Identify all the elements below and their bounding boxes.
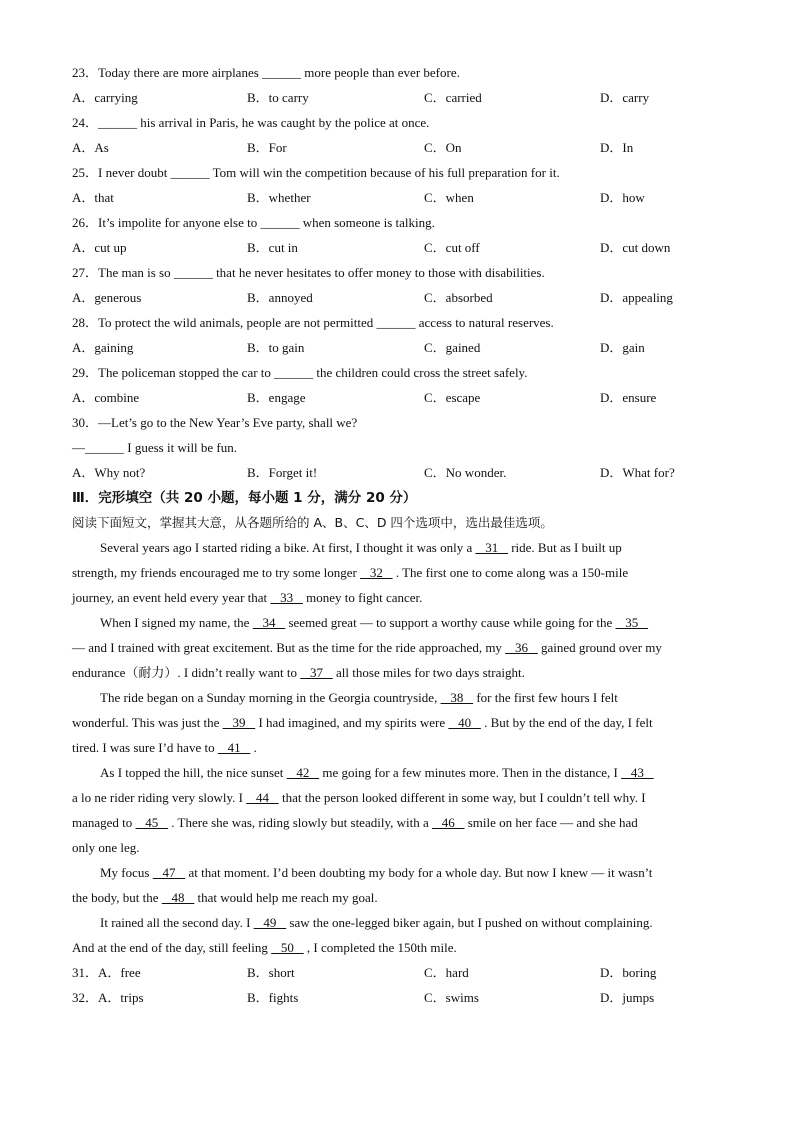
question-stem: 30．—Let’s go to the New Year’s Eve party, shall we? — [72, 415, 358, 430]
answer-option: B．to gain — [247, 340, 305, 355]
answer-option: C．No wonder. — [424, 465, 507, 480]
answer-option: D．In — [600, 140, 634, 155]
question-stem: 27．The man is so ______ that he never hesitates to offer money to those with disabilities. — [72, 265, 545, 280]
answer-option: B．to carry — [247, 90, 309, 105]
answer-option: B．For — [247, 140, 287, 155]
cloze-blank: 34 — [252, 615, 286, 630]
cloze-blank: 45 — [135, 815, 169, 830]
question-stem: 23．Today there are more airplanes ______ more people than ever before. — [72, 65, 460, 80]
section-instruction: 阅读下面短文，掌握其大意，从各题所给的 A、B、C、D 四个选项中，选出最佳选项。 — [72, 515, 553, 530]
answer-option: D．ensure — [600, 390, 657, 405]
answer-option: C．when — [424, 190, 474, 205]
cloze-blank: 37 — [300, 665, 333, 680]
passage-line: managed to 45 . There she was, riding slowly but steadily, with a 46 smile on her face — and she had — [72, 815, 638, 830]
answer-option: A．Why not? — [72, 465, 146, 480]
answer-option: C．gained — [424, 340, 481, 355]
section-title: Ⅲ．完形填空（共 20 小题，每小题 1 分，满分 20 分） — [72, 490, 417, 506]
cloze-blank: 46 — [431, 815, 465, 830]
passage-line: a lo ne rider riding very slowly. I 44 that the person looked different in some way, but I couldn’t tell why. I — [72, 790, 646, 805]
cloze-blank: 33 — [270, 590, 303, 605]
cloze-blank: 35 — [615, 615, 649, 630]
passage-line: tired. I was sure I’d have to 41 . — [72, 740, 257, 755]
answer-option: D．how — [600, 190, 645, 205]
answer-option: A．that — [72, 190, 114, 205]
cloze-blank: 50 — [271, 940, 304, 955]
cloze-blank: 42 — [286, 765, 320, 780]
answer-option: B．whether — [247, 190, 311, 205]
cloze-blank: 49 — [253, 915, 287, 930]
cloze-blank: 38 — [440, 690, 474, 705]
passage-line: strength, my friends encouraged me to try some longer 32 . The first one to come along was a 150-mile — [72, 565, 629, 580]
cloze-blank: 40 — [448, 715, 481, 730]
passage-line: endurance（耐力）. I didn’t really want to 37 all those miles for two days straight. — [72, 665, 525, 680]
answer-option: C．On — [424, 140, 462, 155]
answer-option: D．jumps — [600, 990, 655, 1005]
answer-option: C．absorbed — [424, 290, 493, 305]
answer-option: A．gaining — [72, 340, 134, 355]
passage-line: As I topped the hill, the nice sunset 42 me going for a few minutes more. Then in the distance, I 43 — [100, 765, 654, 780]
question-stem: 24．______ his arrival in Paris, he was caught by the police at once. — [72, 115, 430, 130]
answer-option: C．swims — [424, 990, 479, 1005]
question-stem: 29．The policeman stopped the car to ______ the children could cross the street safely. — [72, 365, 528, 380]
cloze-blank: 32 — [360, 565, 393, 580]
cloze-blank: 44 — [246, 790, 279, 805]
answer-option: C．escape — [424, 390, 481, 405]
answer-option: A．combine — [72, 390, 140, 405]
cloze-blank: 36 — [505, 640, 538, 655]
passage-line: My focus 47 at that moment. I’d been doubting my body for a whole day. But now I knew — it wasn’t — [100, 865, 653, 880]
answer-option: A．As — [72, 140, 109, 155]
passage-line: The ride began on a Sunday morning in the Georgia countryside, 38 for the first few hours I felt — [100, 690, 618, 705]
passage-line: wonderful. This was just the 39 I had imagined, and my spirits were 40 . But by the end of the day, I felt — [72, 715, 653, 730]
passage-line: It rained all the second day. I 49 saw the one-legged biker again, but I pushed on without complaining. — [100, 915, 653, 930]
answer-option: A．carrying — [72, 90, 138, 105]
cloze-blank: 41 — [217, 740, 251, 755]
passage-line: — and I trained with great excitement. But as the time for the ride approached, my 36 gained ground over my — [72, 640, 662, 655]
cloze-blank: 48 — [161, 890, 195, 905]
answer-option: D．cut down — [600, 240, 671, 255]
answer-option: A．cut up — [72, 240, 127, 255]
passage-line: Several years ago I started riding a bike. At first, I thought it was only a 31 ride. But as I built up — [100, 540, 622, 555]
passage-line: the body, but the 48 that would help me reach my goal. — [72, 890, 378, 905]
cloze-blank: 39 — [222, 715, 256, 730]
cloze-blank: 31 — [475, 540, 508, 555]
question-stem: 28．To protect the wild animals, people are not permitted ______ access to natural reserves. — [72, 315, 554, 330]
answer-option: D．gain — [600, 340, 645, 355]
answer-option: A．generous — [72, 290, 142, 305]
answer-option: B．short — [247, 965, 295, 980]
answer-option: 32．A．trips — [72, 990, 144, 1005]
answer-option: C．carried — [424, 90, 482, 105]
answer-option: C．cut off — [424, 240, 480, 255]
passage-line: And at the end of the day, still feeling 50 , I completed the 150th mile. — [72, 940, 457, 955]
passage-line: only one leg. — [72, 840, 140, 855]
answer-option: B．Forget it! — [247, 465, 318, 480]
question-stem: 26．It’s impolite for anyone else to ______ when someone is talking. — [72, 215, 435, 230]
answer-option: D．What for? — [600, 465, 675, 480]
answer-option: 31．A．free — [72, 965, 141, 980]
question-stem: —______ I guess it will be fun. — [72, 440, 238, 455]
cloze-blank: 47 — [152, 865, 186, 880]
answer-option: D．appealing — [600, 290, 673, 305]
passage-line: journey, an event held every year that 33 money to fight cancer. — [72, 590, 423, 605]
answer-option: C．hard — [424, 965, 469, 980]
answer-option: B．engage — [247, 390, 306, 405]
question-stem: 25．I never doubt ______ Tom will win the competition because of his full preparation for it. — [72, 165, 560, 180]
passage-line: When I signed my name, the 34 seemed great — to support a worthy cause while going for the 35 — [100, 615, 649, 630]
answer-option: D．boring — [600, 965, 657, 980]
answer-option: B．cut in — [247, 240, 298, 255]
answer-option: B．fights — [247, 990, 299, 1005]
answer-option: B．annoyed — [247, 290, 313, 305]
cloze-blank: 43 — [621, 765, 654, 780]
answer-option: D．carry — [600, 90, 650, 105]
